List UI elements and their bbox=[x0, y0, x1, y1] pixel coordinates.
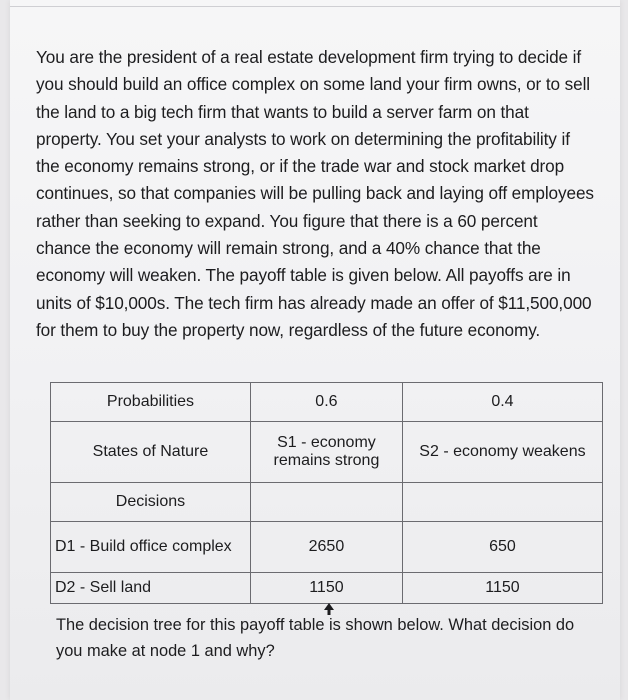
decision-d1-label: D1 - Build office complex bbox=[51, 522, 251, 573]
page-top-border bbox=[10, 6, 620, 7]
payoff-d2-s1: 1150 bbox=[250, 573, 402, 604]
state-s1-label: S1 - economy remains strong bbox=[250, 422, 402, 483]
problem-paragraph: You are the president of a real estate development firm trying to decide if you should build an office complex on some land your firm owns, or to sell the land to a big tech firm that wants to build a server farm on that property. You set your analysts to work on determining the profitability if the economy remains strong, or if the trade war and stock market drop continues, so that companies will be pulling back and laying off employees rather than seeking to expand. You figure that there is a 60 percent chance the economy will remain strong, and a 40% chance that the economy will weaken. The payoff table is given below. All payoffs are in units of $10,000s. The tech firm has already made an offer of $11,500,000 for them to buy the property now, regardless of the future economy. bbox=[36, 47, 594, 340]
question-text: The decision tree for this payoff table is shown below. What decision do you make at node 1 and why? bbox=[56, 616, 575, 660]
empty-cell bbox=[250, 483, 402, 522]
payoff-d1-s1: 2650 bbox=[250, 522, 402, 573]
payoff-table bbox=[50, 382, 603, 604]
table-row-probabilities bbox=[51, 383, 603, 422]
table-row bbox=[51, 522, 603, 573]
document-page bbox=[10, 0, 620, 700]
table-row-states bbox=[51, 422, 603, 483]
decisions-label: Decisions bbox=[51, 483, 251, 522]
payoff-d2-s2: 1150 bbox=[402, 573, 602, 604]
decision-d2-label: D2 - Sell land bbox=[51, 573, 251, 604]
states-of-nature-label: States of Nature bbox=[51, 422, 251, 483]
table-row bbox=[51, 573, 603, 604]
probability-s2: 0.4 bbox=[402, 383, 602, 422]
probabilities-label: Probabilities bbox=[51, 383, 251, 422]
state-s2-label: S2 - economy weakens bbox=[402, 422, 602, 483]
empty-cell bbox=[402, 483, 602, 522]
probability-s1: 0.6 bbox=[250, 383, 402, 422]
payoff-d1-s2: 650 bbox=[402, 522, 602, 573]
table-row-decisions-header bbox=[51, 483, 603, 522]
